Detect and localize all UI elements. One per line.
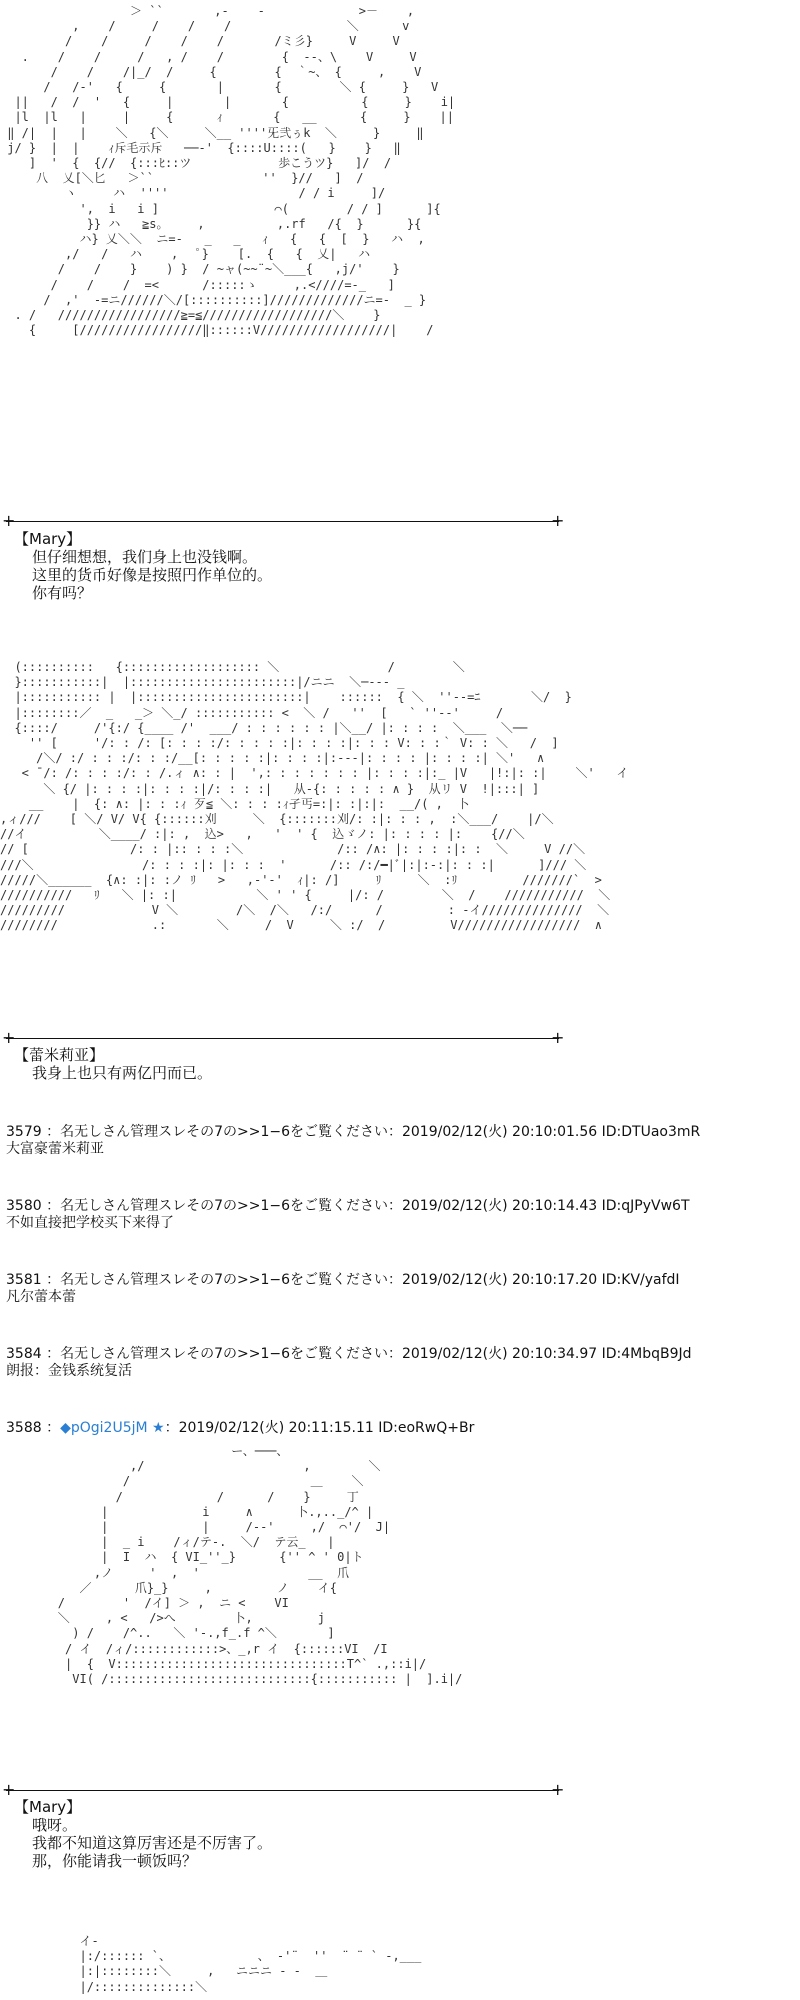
speech-line: 但仔细想想，我们身上也没钱啊。 [32,548,258,566]
thread-post [6,1272,680,1306]
divider-plus-right: + [551,1028,565,1047]
thread-post [6,1346,692,1380]
speech-line: 我身上也只有两亿円而已。 [32,1064,213,1082]
ascii-art-mary-1: ＞ `` ,- - >－ , , / / / / ＼ v / / / / / /ミ彡} V V . / / / , / / { --、\ V V / / /|_/ / { { ｀~、 { , V / /‐' { { | { ＼ { } V || / / ' { | | { { } i| |l |l | | { ｨ { __ { } || ‖ /| | | ＼ {＼ ＼__ ''''旡弐ぅk ＼ } ‖ j/ } | | ｨ斥毛示斥 ──‐' {::::U::::( } } ‖ ] ' { {// {:::ﾋ::ツ 歩こうツ} ]/ / 八 乂[＼匕 ＞`` '' }// ] / ヽ ハ '''' / / i ]/ ', i i ] ⌒( / / ] ]{ }} ハ ≧s。 , ,.rf /{ } }{ ハ} 乂＼＼ ニ=- _ _ ｨ { { [ } ハ , ,/ / ハ , ﾟ} [. { { 乂| ハ / / } ) } / ~ャ(~~¨~＼___{ ,j/' } / / / =< /:::::ゝ ,.<////=-_ ] / ,' -=ニ//////＼/[::::::::::]/////////////ニ=- _ } . / /////////////////≧=≦//////////////////＼ } { [/////////////////‖::::::V//////////////////| / [7,4,456,338]
divider-plus-right: + [551,1780,565,1799]
divider-plus-left: + [2,1028,16,1047]
ascii-art-mary-2: ー、───、 ,/ , ＼ / ＿ ＼ / / / } 丁 | i ∧ 卜.,.._/^ | | | /--' ,/ ⌒'/ J| | _ i /ィ/テ-. ＼/ テ云_ | | I ハ { VI_''_} {'' ^ ' 0|ト ,ノ ' , ' __ 爪 ／ 爪}_} , ノ イ{ / ' /イ] ＞ , ニ < VI ＼ , < />へ 卜, j ) / /^.. ＼ '‐.,f_.f ^＼ ] / イ /ィ/::::::::::::>、_,r イ {::::::VI /I | { V::::::::::::::::::::::::::::::::T^` .,::i|/ VI( /::::::::::::::::::::::::::::{::::::::::: | ].i|/ [57,1444,463,1687]
thread-post [6,1124,700,1158]
post-body: 凡尔蕾本蕾 [6,1289,76,1305]
speech-block-remilia [14,1046,212,1082]
post-body: 不如直接把学校买下来得了 [6,1215,174,1231]
post-body: 朗报：金钱系统复活 [6,1363,132,1379]
post-header: 3584 ：名无しさん管理スレその7の>>1−6をご覧ください：2019/02/12(火) 20:10:34.97 ID:4MbqB9Jd [6,1346,692,1362]
speech-line: 那，你能请我一顿饭吗？ [32,1852,198,1870]
speech-line: 这里的货币好像是按照円作单位的。 [32,566,273,584]
ascii-art-partial: イ- |:/:::::: `、 、 -'¨ '' ¨ ¨ ` ‐,___ |:|::::::::＼ , ニニニ ‐ - ＿ |/::::::::::::::＼ [79,1934,422,1994]
author-post-header [6,1420,474,1437]
speaker-name: 【蕾米莉亚】 [14,1046,105,1064]
post-header: 3579 ：名无しさん管理スレその7の>>1−6をご覧ください：2019/02/12(火) 20:10:01.56 ID:DTUao3mR [6,1124,701,1140]
divider-line [6,1790,559,1791]
post-number: 3588 ： [6,1420,61,1436]
speaker-name: 【Mary】 [14,530,82,548]
post-header: 3581 ：名无しさん管理スレその7の>>1−6をご覧ください：2019/02/12(火) 20:10:17.20 ID:KV/yafdI [6,1272,680,1288]
ascii-art-remilia: (:::::::::: {::::::::::::::::::: ＼ / ＼ }:::::::::::| |:::::::::::::::::::::::|/ニニ ＼─--- _ |::::::::::: | |:::::::::::::::::::::::| :::::: { ＼ ''--=ﾆ ＼/ } |::::::::／ _ _＞ ＼_/ ::::::::::: < ＼ / '' [ ` ''--' / {::::/ /'{:/ {____ /' ___/ : : : : : : |＼__/ |: : : : ＼___ ＼── '' [ '/: : /: [: : : :/: : : : :|: : : :|: : : V: : :｀ V: : ＼ / ] /＼/ :/ : : :/: : :/__[: : : : :|: : : :|:---|: : : : |: : : :| ＼' ∧ < ̄ /: /: : : :/: : /.ィ ∧: : | ',: : : : : : : |: : : :|:_ |V |!:|: :| ＼' イ ＼ {/ |: : : :|: : : :|/: : : :| 从-{: : : : : ∧ } 从リ V !|:::| ] __ | {: ∧: |: : :ｨ 歹≦ ＼: : : :ｨ孑丐=:|: :|:|: __/( , 卜 ,ィ/// [ ＼/ V/ V{ {::::::刈 ＼ {:::::::刈/: :|: : : , :＼___/ |/＼ //イ ＼____/ :|: , 込> , ' ' { 込ゞノ: |: : : : |: {//＼ // [ /: : |:: : : :＼ /:: /∧: |: : : :|: : ＼ V //＼ ///＼ /: : : :|: |: : : ' /:: /:/━|ﾞ|:|:-:|: : :| ]/// ＼ /////＼______ {∧: :|: :ノ ﾘ > ,-'-' ｨ|: /] ﾘ ＼ :ﾘ ///////` > ////////// ﾘ ＼ |: :| ＼ ' ' { |/: / ＼ / /////////// ＼ ///////// V ＼ /＼ /＼ /:/ / : -イ////////////// ＼ //////// .: ＼ / V ＼ :/ / V///////////////// ∧ [0,660,629,933]
speech-line: 你有吗？ [32,584,93,602]
divider-line [6,521,559,522]
speaker-name: 【Mary】 [14,1798,82,1816]
thread-post [6,1198,690,1232]
speech-block-mary-1 [14,530,272,602]
divider-plus-left: + [2,1780,16,1799]
post-header: 3580 ：名无しさん管理スレその7の>>1−6をご覧ください：2019/02/12(火) 20:10:14.43 ID:qJPyVw6T [6,1198,690,1214]
author-trip[interactable]: ◆pOgi2U5jM ★ [60,1420,165,1436]
post-body: 大富豪蕾米莉亚 [6,1141,104,1157]
speech-block-mary-2 [14,1798,272,1870]
post-meta: ：2019/02/12(火) 20:11:15.11 ID:eoRwQ+Br [164,1420,475,1436]
divider-line [6,1038,559,1039]
speech-line: 哦呀。 [32,1816,78,1834]
speech-line: 我都不知道这算厉害还是不厉害了。 [32,1834,273,1852]
divider-plus-left: + [2,511,16,530]
divider-plus-right: + [551,511,565,530]
